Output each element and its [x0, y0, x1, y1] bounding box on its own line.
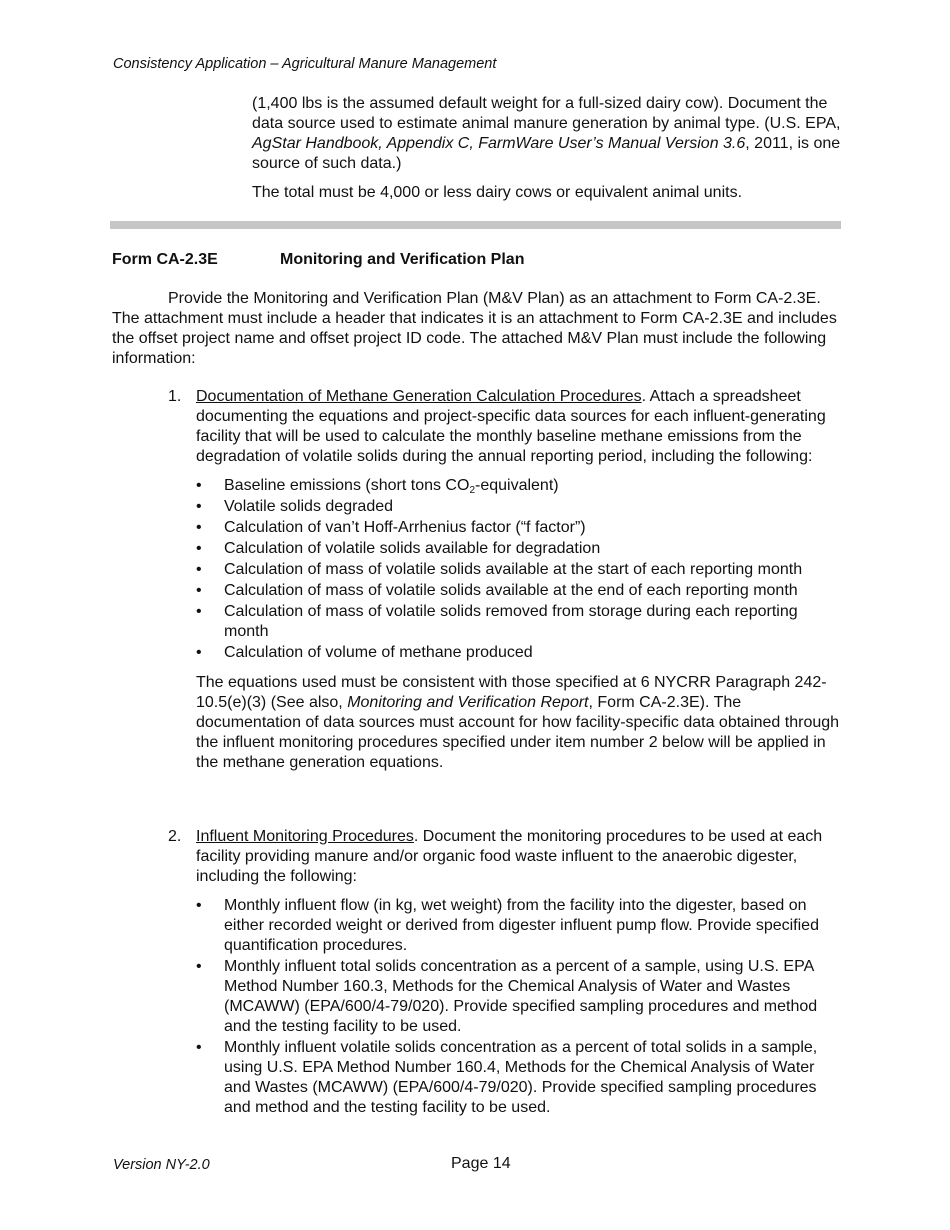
item-intro: Influent Monitoring Procedures. Document the monitoring procedures to be used at each facility providing manure and/or organic food waste influent to the anaerobic digester, including the following: — [196, 828, 823, 885]
list-item: • Monthly influent total solids concentration as a percent of a sample, using U.S. EPA Method Number 160.3, Methods for the Chemical Analysis of Water and Wastes (MCAWW) (EPA/600/4-79/020). Provide specified sampling procedures and method and the testing facility to be used. — [196, 958, 818, 1035]
section-intro-paragraph: Provide the Monitoring and Verification Plan (M&V Plan) as an attachment to Form CA-2.3E. The attachment must include a header that indicates it is an attachment to Form CA-2.3E and includes the offset project name and offset project ID code. The attached M&V Plan must include the following information: — [112, 290, 837, 367]
list-item: • Calculation of mass of volatile solids removed from storage during each reporting month — [196, 603, 798, 640]
item-intro: Documentation of Methane Generation Calculation Procedures. Attach a spreadsheet documenting the equations and project-specific data sources for each influent-generating facility that will be used to calculate the monthly baseline methane emissions from the degradation of volatile solids during the annual reporting period, including the following: — [196, 388, 826, 465]
item-heading: Documentation of Methane Generation Calculation Procedures — [196, 388, 642, 405]
list-item: • Monthly influent flow (in kg, wet weight) from the facility into the digester, based on either recorded weight or derived from digester influent pump flow. Provide specified quantification procedures. — [196, 897, 819, 954]
list-item: • Baseline emissions (short tons $CO_2-equivalent$) — [196, 477, 559, 496]
list-item-1 — [168, 387, 840, 773]
list-item: • Volatile solids degraded — [196, 498, 394, 515]
total-limit-note: The total must be 4,000 or less dairy cows or equivalent animal units. — [252, 184, 743, 201]
item-heading: Influent Monitoring Procedures — [196, 828, 414, 845]
section-heading — [112, 250, 524, 270]
list-item: • Calculation of volume of methane produced — [196, 644, 533, 661]
citation: AgStar Handbook, Appendix C, FarmWare User’s Manual Version 3.6 — [252, 135, 746, 152]
list-item: • Calculation of van’t Hoff-Arrhenius factor (“f factor”) — [196, 519, 586, 536]
intro-block — [252, 94, 852, 212]
list-item: • Calculation of volatile solids available for degradation — [196, 540, 601, 557]
form-title: Monitoring and Verification Plan — [280, 251, 525, 268]
list-item: • Calculation of mass of volatile solids available at the end of each reporting month — [196, 582, 798, 599]
data-source-note: (1,400 lbs is the assumed default weight for a full-sized dairy cow). Document the data source used to estimate animal manure generation by animal type. (U.S. EPA, AgStar Handbook, Appendix C, FarmWare User’s Manual Version 3.6, 2011, is one source of such data.) — [252, 95, 841, 172]
section-divider — [110, 221, 841, 229]
item-number: 1. — [168, 388, 182, 405]
list-item: • Calculation of mass of volatile solids available at the start of each reporting month — [196, 561, 803, 578]
list-item-2 — [168, 827, 840, 1119]
bullet-list — [196, 896, 840, 1118]
footer-version: Version NY-2.0 — [113, 1157, 210, 1173]
running-header: Consistency Application – Agricultural Manure Management — [113, 56, 497, 72]
item-closing-paragraph: The equations used must be consistent with those specified at 6 NYCRR Paragraph 242-10.5(e)(3) (See also, Monitoring and Verification Report, Form CA-2.3E). The documentation of data sources must account for how facility-specific data obtained through the influent monitoring procedures specified under item number 2 below will be applied in the methane generation equations. — [196, 674, 840, 771]
list-item: • Monthly influent volatile solids concentration as a percent of total solids in a sample, using U.S. EPA Method Number 160.4, Methods for the Chemical Analysis of Water and Wastes (MCAWW) (EPA/600/4-79/020). Provide specified sampling procedures and method and the testing facility to be used. — [196, 1039, 818, 1116]
bullet-list — [196, 476, 840, 663]
item-number: 2. — [168, 828, 182, 845]
page-number: Page 14 — [451, 1155, 511, 1172]
form-code: Form CA-2.3E — [112, 251, 218, 268]
